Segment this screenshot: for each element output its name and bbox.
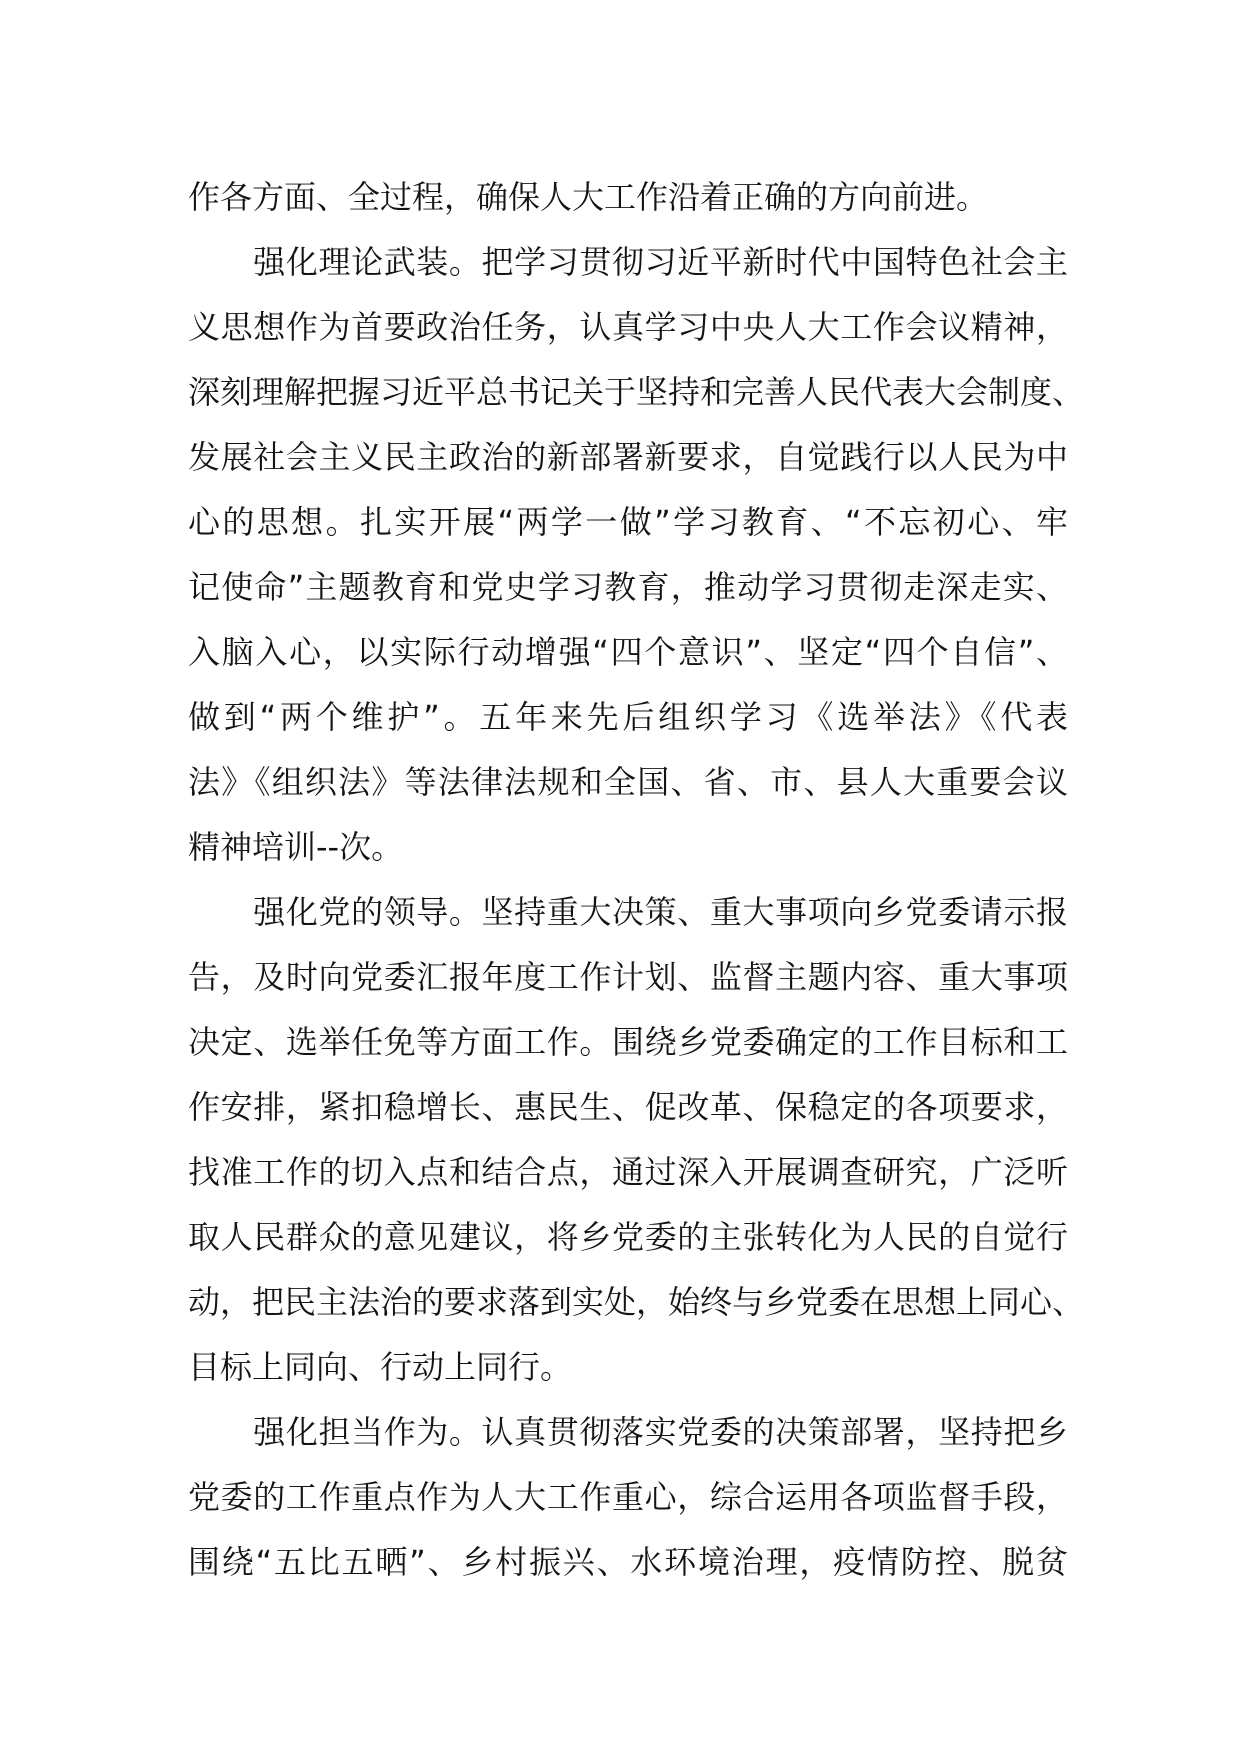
text-line: 告，及时向党委汇报年度工作计划、监督主题内容、重大事项	[188, 958, 1068, 996]
text-line: 记使命”主题教育和党史学习教育，推动学习贯彻走深走实、	[188, 568, 1068, 606]
text-line: 精神培训--次。	[188, 828, 404, 866]
text-line: 找准工作的切入点和结合点，通过深入开展调查研究，广泛听	[188, 1153, 1068, 1191]
text-line: 入脑入心，以实际行动增强“四个意识”、坚定“四个自信”、	[188, 633, 1068, 671]
text-line: 做到“两个维护”。五年来先后组织学习《选举法》《代表	[188, 698, 1068, 736]
text-line: 强化理论武装。把学习贯彻习近平新时代中国特色社会主	[188, 243, 1068, 281]
text-line: 党委的工作重点作为人大工作重心，综合运用各项监督手段，	[188, 1478, 1068, 1516]
text-line: 心的思想。扎实开展“两学一做”学习教育、“不忘初心、牢	[188, 503, 1068, 541]
text-line: 深刻理解把握习近平总书记关于坚持和完善人民代表大会制度、	[188, 373, 1085, 411]
text-line: 强化担当作为。认真贯彻落实党委的决策部署，坚持把乡	[188, 1413, 1068, 1451]
text-line: 强化党的领导。坚持重大决策、重大事项向乡党委请示报	[188, 893, 1068, 931]
document-body	[188, 165, 1085, 1595]
text-line: 作安排，紧扣稳增长、惠民生、促改革、保稳定的各项要求，	[188, 1088, 1068, 1126]
text-line: 法》《组织法》等法律法规和全国、省、市、县人大重要会议	[188, 763, 1068, 801]
text-line: 围绕“五比五晒”、乡村振兴、水环境治理，疫情防控、脱贫	[188, 1543, 1068, 1581]
text-line: 取人民群众的意见建议，将乡党委的主张转化为人民的自觉行	[188, 1218, 1068, 1256]
text-line: 动，把民主法治的要求落到实处，始终与乡党委在思想上同心、	[188, 1283, 1085, 1321]
text-line: 目标上同向、行动上同行。	[188, 1348, 573, 1386]
text-line: 决定、选举任免等方面工作。围绕乡党委确定的工作目标和工	[188, 1023, 1068, 1061]
text-line: 义思想作为首要政治任务，认真学习中央人大工作会议精神，	[188, 308, 1068, 346]
text-line: 发展社会主义民主政治的新部署新要求，自觉践行以人民为中	[188, 438, 1068, 476]
text-line: 作各方面、全过程，确保人大工作沿着正确的方向前进。	[188, 178, 989, 216]
